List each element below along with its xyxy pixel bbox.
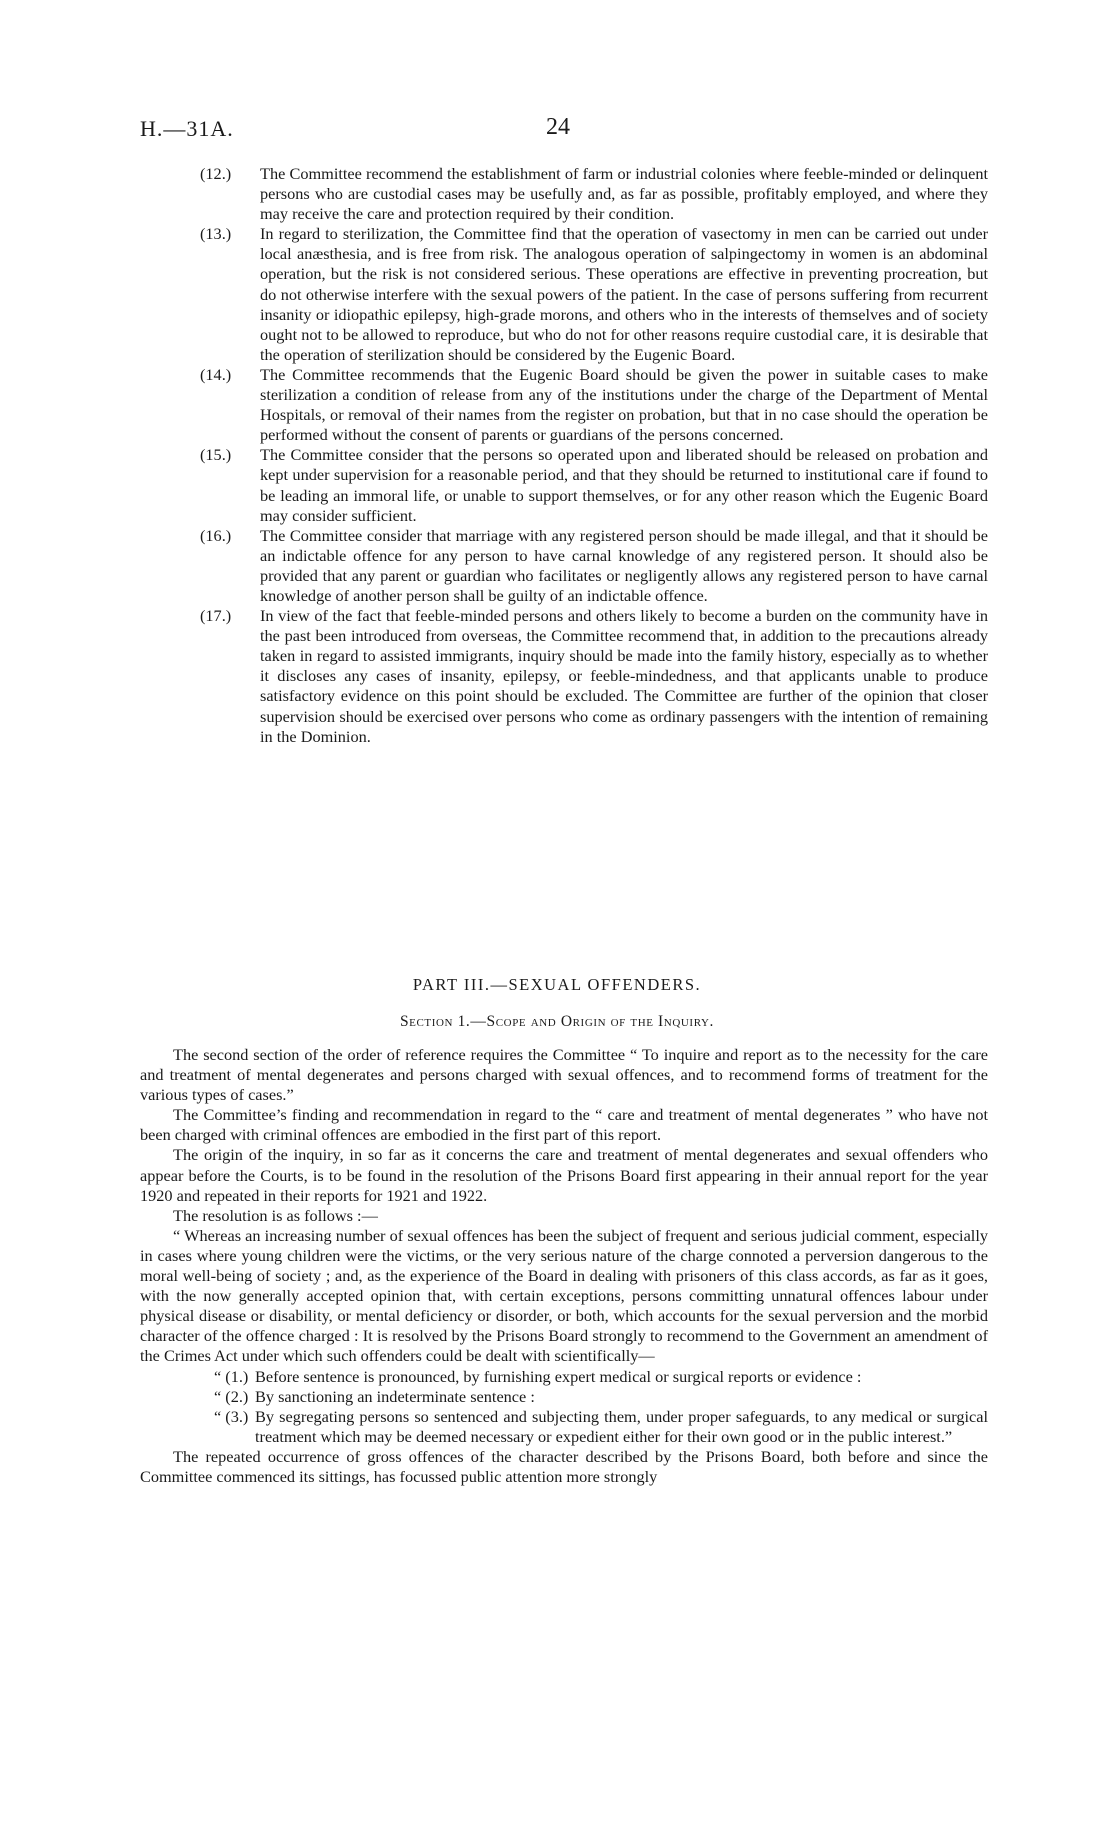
resolution-item-text: Before sentence is pronounced, by furnishing expert medical or surgical reports or evidence :: [255, 1366, 862, 1386]
item-text: In view of the fact that feeble-minded persons and others likely to become a burden on the community have in the past been introduced from overseas, the Committee recommend that, in addition to the precautions already taken in regard to assisted immigrants, inquiry should be made into the family history, especially as to whether it discloses any cases of insanity, epilepsy, or feeble-mindedness, and that applicants unable to produce satisfactory evidence on this point should be excluded. The Committee are further of the opinion that closer supervision should be exercised over persons who come as ordinary passengers with the intention of remaining in the Dominion.: [260, 606, 988, 746]
item-number: (14.): [200, 364, 232, 384]
resolution-item-text: By sanctioning an indeterminate sentence :: [255, 1386, 535, 1406]
item-text: The Committee consider that the persons so operated upon and liberated should be released on probation and kept under supervision for a reasonable period, and that they should be returned to institutional care if found to be leading an immoral life, or unable to support themselves, or for any other reason which the Eugenic Board may consider sufficient.: [260, 445, 988, 525]
body-text: [140, 1045, 988, 1487]
part-heading: PART III.—SEXUAL OFFENDERS.: [412, 975, 702, 994]
paragraph: The Committee’s finding and recommendation in regard to the “ care and treatment of mental degenerates ” who have not been charged with criminal offences are embodied in the first part of this report.: [140, 1105, 988, 1145]
item-text: The Committee recommend the establishment of farm or industrial colonies where feeble-minded or delinquent persons who are custodial cases may be usefully and, as far as possible, profitably employed, and where they may receive the care and protection required by their condition.: [260, 164, 988, 224]
recommendation-item: [200, 526, 988, 606]
item-text: The Committee recommends that the Eugenic Board should be given the power in suitable cases to make sterilization a condition of release from any of the institutions under the charge of the Department of Mental Hospitals, or removal of their names from the register on probation, but that in no case should the operation be performed without the consent of parents or guardians of the persons concerned.: [260, 364, 988, 445]
paragraph: The resolution is as follows :—: [173, 1205, 378, 1225]
item-number: (16.): [200, 525, 232, 545]
resolution-item-number: “ (1.): [214, 1366, 249, 1386]
resolution-item: [140, 1407, 988, 1447]
item-number: (15.): [200, 445, 232, 465]
item-text: In regard to sterilization, the Committee find that the operation of vasectomy in men can be carried out under local anæsthesia, and is free from risk. The analogous operation of salpingectomy in women is an abdominal operation, but the risk is not considered serious. These operations are effective in preventing procreation, but do not otherwise interfere with the sexual powers of the patient. In the case of persons suffering from recurrent insanity or idiopathic epilepsy, high-grade morons, and others who in the interests of themselves and of society ought not to be allowed to reproduce, but who do not for other reasons require custodial care, it is desirable that the operation of sterilization should be considered by the Eugenic Board.: [260, 224, 988, 364]
recommendation-item: [200, 445, 988, 525]
resolution-item: [140, 1367, 988, 1387]
resolution-item: [140, 1387, 988, 1407]
resolution-item-number: “ (2.): [214, 1386, 249, 1406]
page-number: 24: [546, 114, 570, 140]
section-heading: Section 1.—Scope and Origin of the Inquiry.: [399, 1013, 715, 1030]
recommendations-list: [200, 164, 988, 747]
item-number: (12.): [200, 164, 232, 183]
paragraph: The second section of the order of reference requires the Committee “ To inquire and report as to the necessity for the care and treatment of mental degenerates and persons charged with sexual offences, and to recommend forms of treatment for the various types of cases.”: [140, 1045, 988, 1105]
paragraph: The origin of the inquiry, in so far as it concerns the care and treatment of mental degenerates and sexual offenders who appear before the Courts, is to be found in the resolution of the Prisons Board first appearing in their annual report for the year 1920 and repeated in their reports for 1921 and 1922.: [140, 1145, 988, 1205]
recommendation-item: [200, 164, 988, 224]
recommendation-item: [200, 224, 988, 365]
quoted-resolution: “ Whereas an increasing number of sexual offences has been the subject of frequent and serious judicial comment, especially in cases where young children were the victims, or the very serious nature of the charge connoted a perversion dangerous to the moral well-being of society ; and, as the experience of the Board in dealing with prisoners of this class accords, as far as it goes, with the now generally accepted opinion that, with certain exceptions, persons committing unnatural offences labour under physical disease or disability, or mental deficiency or disorder, or both, which accounts for the sexual perversion and the morbid character of the offence charged : It is resolved by the Prisons Board strongly to recommend to the Government an amendment of the Crimes Act under which such offenders could be dealt with scientifically—: [140, 1225, 988, 1366]
item-number: (17.): [200, 606, 232, 626]
item-number: (13.): [200, 224, 232, 244]
recommendation-item: [200, 365, 988, 445]
paragraph: The repeated occurrence of gross offences of the character described by the Prisons Board, both before and since the Committee commenced its sittings, has focussed public attention more strongly: [140, 1446, 988, 1486]
item-text: The Committee consider that marriage with any registered person should be made illegal, and that it should be an indictable offence for any person to have carnal knowledge of any registered person. It should also be provided that any parent or guardian who facilitates or negligently allows any registered person to have carnal knowledge of another person shall be guilty of an indictable offence.: [260, 525, 988, 605]
report-reference: H.—31A.: [140, 116, 234, 141]
recommendation-item: [200, 606, 988, 747]
resolution-item-text: By segregating persons so sentenced and subjecting them, under proper safeguards, to any medical or surgical treatment which may be deemed necessary or expedient either for their own good or in the public interest.”: [255, 1406, 988, 1446]
resolution-item-number: “ (3.): [214, 1406, 249, 1426]
